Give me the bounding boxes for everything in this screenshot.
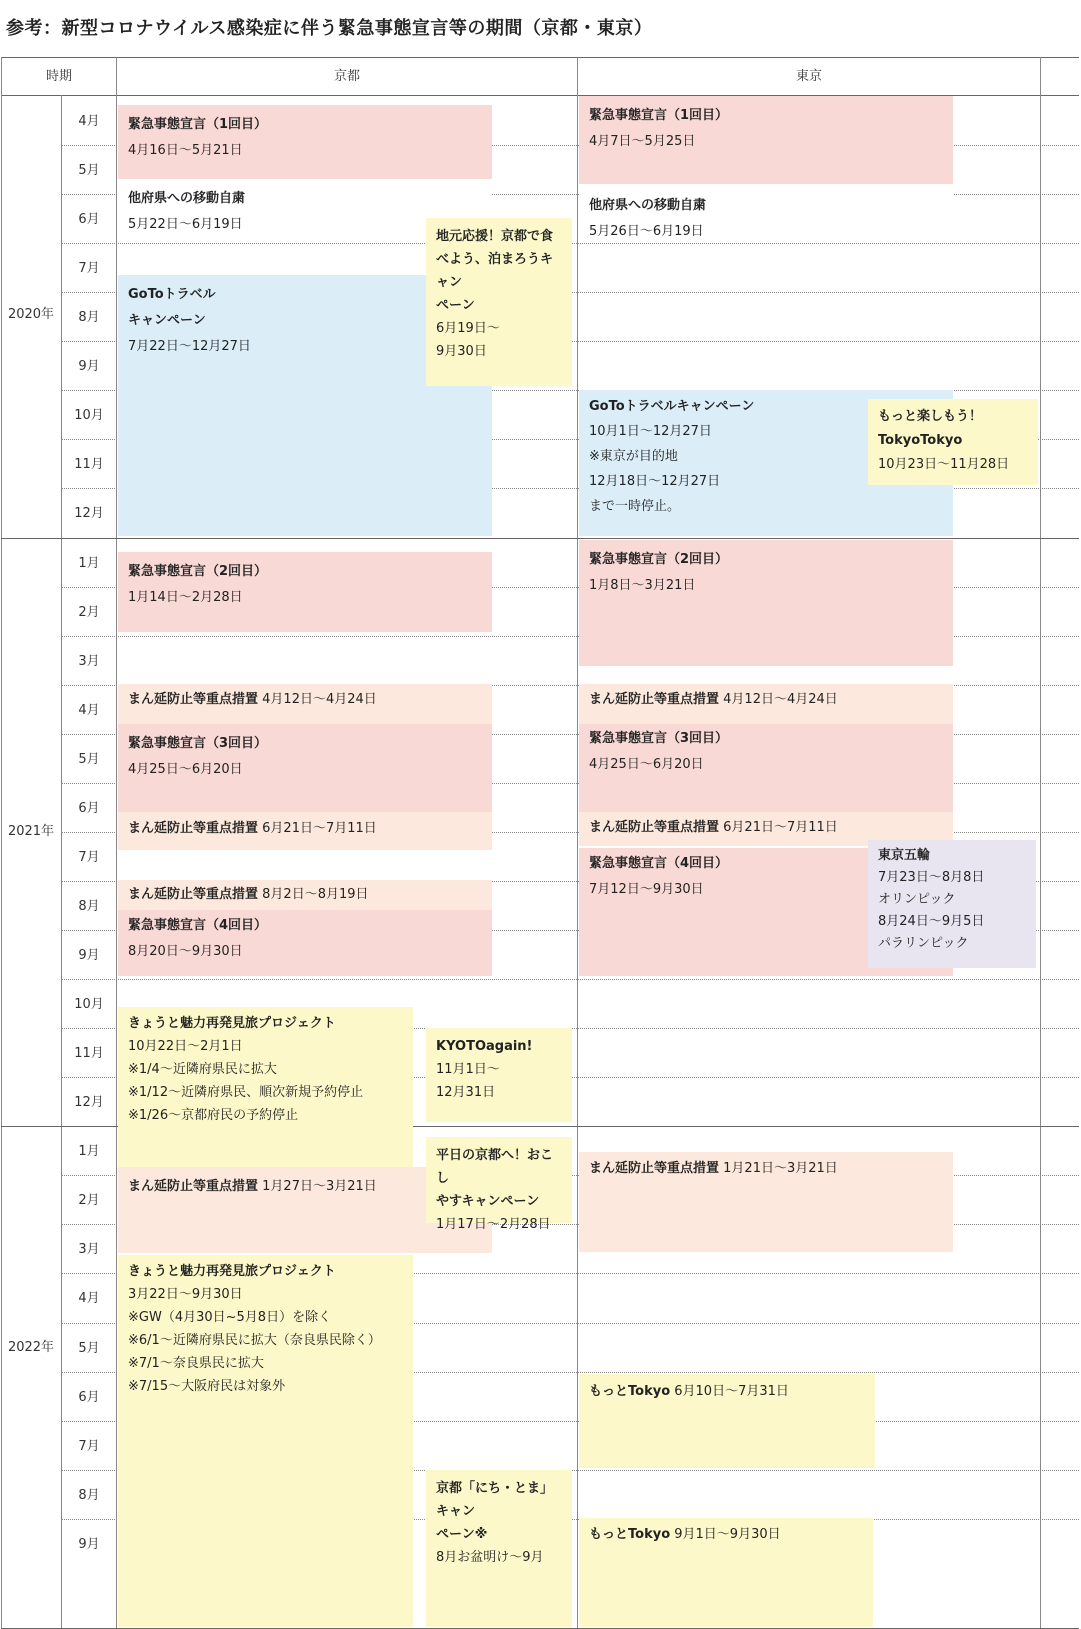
tokyo-motto-tokyo-2: [579, 1518, 873, 1627]
event-title: まん延防止等重点措置: [128, 692, 259, 707]
event-note: ※1/4～近隣府県民に拡大: [128, 1062, 277, 1077]
month-label: 9月: [78, 359, 100, 374]
event-title: 緊急事態宣言（3回目）: [128, 736, 268, 751]
event-title: まん延防止等重点措置: [589, 820, 720, 835]
event-note: 12月18日～12月27日: [589, 474, 721, 489]
event-note: ※7/1～奈良県民に拡大: [128, 1356, 264, 1371]
event-note: ※GW（4月30日~5月8日）を除く: [128, 1310, 332, 1325]
kyoto-rediscovery-project-2: [118, 1255, 413, 1627]
event-title: まん延防止等重点措置: [128, 1179, 259, 1194]
event-title: 緊急事態宣言（4回目）: [128, 918, 268, 933]
event-dates: 4月25日～6月20日: [589, 757, 704, 772]
event-title: 緊急事態宣言（4回目）: [589, 856, 729, 871]
month-label: 8月: [78, 310, 100, 325]
header-period: 時期: [45, 69, 72, 84]
month-label: 2月: [78, 1193, 100, 1208]
month-label: 12月: [74, 1095, 104, 1110]
event-dates: 7月23日～8月8日: [878, 870, 985, 885]
event-dates: 4月12日～4月24日: [262, 692, 377, 707]
event-dates: 7月12日～9月30日: [589, 882, 704, 897]
event-dates: 10月22日～2月1日: [128, 1039, 243, 1054]
event-dates: 5月26日～6月19日: [589, 224, 704, 239]
month-label: 9月: [78, 948, 100, 963]
event-note: ※7/15～大阪府民は対象外: [128, 1379, 286, 1394]
event-dates: 10月1日～12月27日: [589, 424, 712, 439]
month-label: 9月: [78, 1537, 100, 1552]
month-label: 12月: [74, 506, 104, 521]
tokyo-travel-restraint: [579, 186, 953, 242]
header-tokyo: 東京: [795, 69, 822, 84]
event-title: 緊急事態宣言（3回目）: [589, 731, 729, 746]
event-title: べよう、泊まろうキャン: [436, 252, 554, 290]
tokyo-emergency-1: [579, 96, 953, 184]
kyoto-again: [426, 1028, 572, 1122]
event-dates: 8月24日～9月5日: [878, 914, 985, 929]
kyoto-semi-emergency-1: [118, 684, 492, 724]
kyoto-nichi-toma-campaign: [426, 1470, 572, 1627]
event-dates: 3月22日～9月30日: [128, 1287, 243, 1302]
page-title: 参考：新型コロナウイルス感染症に伴う緊急事態宣言等の期間（京都・東京）: [6, 18, 653, 39]
event-dates: 1月27日～3月21日: [262, 1179, 377, 1194]
event-dates: 11月1日～: [436, 1062, 500, 1077]
event-title: もっと楽しもう！: [878, 409, 983, 424]
month-label: 8月: [78, 899, 100, 914]
month-label: 7月: [78, 850, 100, 865]
month-label: 6月: [78, 212, 100, 227]
event-dates: 1月8日～3月21日: [589, 578, 696, 593]
year-label: 2021年: [7, 824, 55, 839]
event-title: まん延防止等重点措置: [589, 1161, 720, 1176]
event-title: 東京五輪: [878, 848, 931, 863]
grid-month-line: [62, 979, 1079, 980]
event-title: 緊急事態宣言（2回目）: [589, 552, 729, 567]
tokyo-motto-tokyo-1: [579, 1374, 875, 1468]
kyoto-rediscovery-project-1: [118, 1007, 413, 1167]
event-title: 緊急事態宣言（2回目）: [128, 564, 268, 579]
month-label: 11月: [74, 1046, 104, 1061]
event-dates: 1月14日～2月28日: [128, 590, 243, 605]
event-title: 緊急事態宣言（1回目）: [589, 108, 729, 123]
year-label: 2022年: [7, 1340, 55, 1355]
event-dates: 6月21日～7月11日: [262, 821, 377, 836]
event-title: 平日の京都へ！おこし: [436, 1148, 554, 1186]
event-title: もっとTokyo: [589, 1384, 671, 1399]
month-label: 4月: [78, 703, 100, 718]
kyoto-semi-emergency-2: [118, 812, 492, 850]
month-label: 5月: [78, 1341, 100, 1356]
event-title: やすキャンペーン: [436, 1194, 540, 1209]
month-label: 4月: [78, 1291, 100, 1306]
event-title: GoToトラベルキャンペーン: [589, 399, 755, 414]
event-title: 緊急事態宣言（1回目）: [128, 117, 268, 132]
event-dates: 5月22日～6月19日: [128, 217, 243, 232]
tokyo-olympics: [868, 840, 1036, 968]
event-note: ※東京が目的地: [589, 449, 678, 464]
month-label: 10月: [74, 997, 104, 1012]
month-label: 2月: [78, 605, 100, 620]
event-dates: 4月16日～5月21日: [128, 143, 243, 158]
header-kyoto: 京都: [333, 69, 360, 84]
month-label: 6月: [78, 1390, 100, 1405]
event-title: まん延防止等重点措置: [128, 887, 259, 902]
month-label: 1月: [78, 556, 100, 571]
event-dates: 1月21日～3月21日: [723, 1161, 838, 1176]
event-title: キャンペーン: [128, 313, 206, 328]
kyoto-emergency-1: [118, 105, 492, 179]
event-title: 他府県への移動自粛: [128, 191, 246, 206]
event-title: KYOTOagain!: [436, 1039, 533, 1054]
grid-year-line: [1, 538, 1079, 539]
event-title: TokyoTokyo: [878, 433, 963, 448]
kyoto-emergency-2: [118, 552, 492, 632]
kyoto-semi-emergency-3: [118, 880, 492, 910]
event-title: ペーン※: [436, 1527, 488, 1542]
tokyo-emergency-3: [579, 724, 953, 812]
event-dates: 6月19日～: [436, 321, 500, 336]
event-dates: 12月31日: [436, 1085, 496, 1100]
tokyo-semi-emergency-3: [579, 1152, 953, 1252]
event-title: 地元応援！京都で食: [436, 229, 554, 244]
event-dates: 9月30日: [436, 344, 487, 359]
event-note: オリンピック: [878, 892, 956, 907]
event-dates: 8月2日～8月19日: [262, 887, 369, 902]
month-label: 3月: [78, 654, 100, 669]
event-dates: 4月25日～6月20日: [128, 762, 243, 777]
event-title: もっとTokyo: [589, 1527, 671, 1542]
month-label: 11月: [74, 457, 104, 472]
event-dates: 7月22日～12月27日: [128, 339, 251, 354]
event-dates: 4月12日～4月24日: [723, 692, 838, 707]
year-label: 2020年: [7, 307, 55, 322]
event-title: GoToトラベル: [128, 287, 216, 302]
tokyo-emergency-2: [579, 540, 953, 666]
kyoto-local-campaign: [426, 218, 572, 386]
event-note: ※1/12～近隣府県民、順次新規予約停止: [128, 1085, 364, 1100]
event-note: ※6/1～近隣府県民に拡大（奈良県民除く）: [128, 1333, 381, 1348]
month-label: 1月: [78, 1144, 100, 1159]
tokyo-motto-tanoshimou: [868, 399, 1038, 485]
event-note: まで一時停止。: [589, 499, 681, 514]
event-dates: 1月17日～2月28日: [436, 1217, 551, 1232]
kyoto-emergency-4: [118, 910, 492, 976]
event-title: きょうと魅力再発見旅プロジェクト: [128, 1264, 336, 1279]
month-label: 5月: [78, 163, 100, 178]
grid-left-border: [1, 57, 2, 1628]
event-dates: 10月23日～11月28日: [878, 457, 1010, 472]
event-title: きょうと魅力再発見旅プロジェクト: [128, 1016, 336, 1031]
month-label: 6月: [78, 801, 100, 816]
month-label: 8月: [78, 1488, 100, 1503]
kyoto-emergency-3: [118, 724, 492, 812]
month-label: 7月: [78, 261, 100, 276]
event-dates: 6月10日～7月31日: [674, 1384, 789, 1399]
event-title: まん延防止等重点措置: [128, 821, 259, 836]
month-label: 4月: [78, 114, 100, 129]
event-title: 他府県への移動自粛: [589, 198, 707, 213]
event-note: ※1/26～京都府民の予約停止: [128, 1108, 299, 1123]
event-dates: 9月1日～9月30日: [674, 1527, 781, 1542]
month-label: 3月: [78, 1242, 100, 1257]
event-dates: 6月21日～7月11日: [723, 820, 838, 835]
month-label: 7月: [78, 1439, 100, 1454]
kyoto-weekday-campaign: [426, 1137, 572, 1232]
event-note: パラリンピック: [878, 936, 969, 951]
event-title: まん延防止等重点措置: [589, 692, 720, 707]
event-title: ペーン: [436, 298, 475, 313]
tokyo-semi-emergency-1: [579, 684, 953, 724]
month-label: 10月: [74, 408, 104, 423]
event-dates: 4月7日～5月25日: [589, 134, 696, 149]
event-dates: 8月20日～9月30日: [128, 944, 243, 959]
event-title: 京都「にち・とま」キャン: [436, 1481, 554, 1519]
event-dates: 8月お盆明け～9月: [436, 1550, 544, 1565]
month-label: 5月: [78, 752, 100, 767]
